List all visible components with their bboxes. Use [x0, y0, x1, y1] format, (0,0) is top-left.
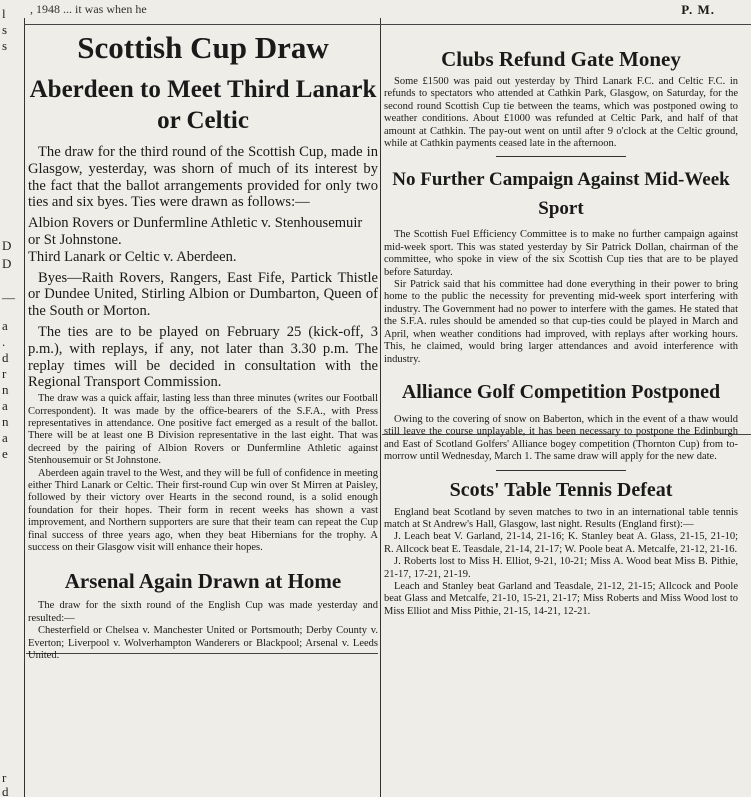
margin-fragment: — [2, 290, 15, 305]
table-tennis-body-4: Leach and Stanley beat Garland and Teasdale, 21-12, 21-15; Allcock and Poole beat Glass and Metcalfe, 21-10, 15-21, 21-17; Miss Roberts and Miss Wood lost to Miss Elliot and Miss Pithie, 21-15, 14-21, 12-21. [384, 580, 738, 617]
left-margin-fragments [0, 0, 24, 797]
schedule-paragraph: The ties are to be played on February 25 (kick-off, 3 p.m.), with replays, if any, not later than 3.30 p.m. The replay times will be decided in consultation with the Regional Transport Commission. [28, 323, 378, 391]
margin-fragment: r [2, 770, 7, 785]
article-intro: The draw for the third round of the Scottish Cup, made in Glasgow, yesterday, was shorn of much of its interest by the fact that the ballot arrangements provided for only two ties and six byes. Ties were drawn as follows:— [28, 144, 378, 211]
margin-fragment: . [2, 334, 6, 349]
headline-arsenal: Arsenal Again Drawn at Home [64, 569, 342, 594]
section-divider [496, 156, 626, 157]
margin-fragment: n [2, 414, 9, 429]
headline-golf: Alliance Golf Competition Postponed [401, 380, 721, 403]
headline-table-tennis: Scots' Table Tennis Defeat [449, 478, 673, 501]
tie-item: Albion Rovers or Dunfermline Athletic v. Stenhousemuir or St Johnstone. [28, 215, 363, 248]
midweek-body-1: The Scottish Fuel Efficiency Committee is to make no further campaign against mid-week sport. This was stated yesterday by Sir Patrick Dollan, chairman of the committee, who spoke in view of the six Scottish Cup ties that are to be played before Saturday. [384, 229, 738, 278]
margin-fragment: s [2, 22, 8, 37]
golf-body: Owing to the covering of snow on Baberton, which in the event of a thaw would still leave the course unplayable, it has been necessary to postpone the Edinburgh and East of Scotland Golfers' Alliance bogey competition (Thornton Cup) from to-morrow until Wednesday, March 1. The same draw will apply for the new date. [384, 413, 738, 463]
masthead-strip [0, 0, 751, 24]
table-tennis-body-1: England beat Scotland by seven matches to two in an international table tennis match at St Andrew's Hall, Glasgow, last night. Results (England first):— [384, 506, 738, 530]
margin-fragment: a [2, 430, 8, 445]
margin-fragment: d [2, 784, 9, 797]
margin-fragment: D [2, 238, 12, 253]
table-tennis-body-3: J. Roberts lost to Miss H. Elliot, 9-21, 10-21; Miss A. Wood beat Miss B. Pithie, 21-17, 17-21, 21-19. [384, 556, 738, 580]
left-column [28, 26, 378, 662]
section-divider [496, 470, 626, 471]
byes-paragraph: Byes—Raith Rovers, Rangers, East Fife, Partick Thistle or Dundee United, Stirling Albion or Dumbarton, Queen of the South or Morton. [28, 269, 378, 320]
table-tennis-body-2: J. Leach beat V. Garland, 21-14, 21-16; K. Stanley beat A. Glass, 21-15, 21-10; R. Allcock beat E. Teasdale, 21-14, 21-17; W. Poole beat A. Metcalfe, 21-12, 21-16. [384, 531, 738, 555]
margin-fragment: s [2, 38, 8, 53]
headline-midweek-sport: No Further Campaign Against Mid-Week Sport [392, 169, 730, 220]
headline-clubs-refund: Clubs Refund Gate Money [441, 47, 681, 71]
clubs-refund-body: Some £1500 was paid out yesterday by Third Lanark F.C. and Celtic F.C. in refunds to spectators who attended at Cathkin Park, Glasgow, on Saturday, for the second round Scottish Cup tie between the teams, which was postponed owing to weather conditions. About £1000 was refunded at Celtic Park, and half of that amount at Cathkin. The pay-out went on until after 9 o'clock at the Celtic ground, while at Cathkin payments ceased late in the afternoon. [384, 76, 738, 150]
margin-fragment: r [2, 366, 7, 381]
margin-fragment: n [2, 382, 9, 397]
masthead-time: P. M. [681, 2, 715, 17]
midweek-body-2: Sir Patrick said that his committee had done everything in their power to bring home to the public the necessity for preventing mid-week sport interfering with industry. The Government had no power to interfere with the games. He stated that the S.F.A. rules should be amended so that cup-ties could be played in March and April, when weather conditions had improved, with replays after working hours. This, he claimed, would bring larger attendances and avoid interference with industry. [384, 279, 738, 365]
margin-fragment: a [2, 318, 8, 333]
correspondent-report: The draw was a quick affair, lasting less than three minutes (writes our Football Correspondent). It was made by the office-bearers of the S.F.A., with Press representatives in attendance. One positive fact emerged as a result of the ballot. There will be at least one B Division representative in the last eight. That was decreed by the pairing of Albion Rovers or Dunfermline Athletic against Stenhousemuir or St Johnstone. [28, 393, 378, 467]
arsenal-intro: The draw for the sixth round of the English Cup was made yesterday and resulted:— [28, 600, 378, 624]
masthead-fragment: , 1948 ... it was when he [30, 2, 147, 16]
tie-item: Third Lanark or Celtic v. Aberdeen. [28, 248, 237, 265]
ties-list [28, 215, 378, 265]
margin-fragment: e [2, 446, 8, 461]
subhead-aberdeen: Aberdeen to Meet Third Lanark or Celtic [29, 76, 377, 134]
margin-fragment: a [2, 398, 8, 413]
column-rule-left [24, 18, 25, 797]
column-rule-middle [380, 18, 381, 797]
headline-scottish-cup: Scottish Cup Draw [77, 30, 329, 65]
right-column [384, 26, 738, 618]
top-rule [24, 24, 751, 25]
aberdeen-report: Aberdeen again travel to the West, and they will be full of confidence in meeting either Third Lanark or Celtic. Their first-round Cup win over St Mirren at Paisley, followed by their victory over Hearts in the second round, is a solid enough foundation for their hopes. Their form in recent weeks has shown a vast improvement, and Northern supporters are sure that their team can repeat the Cup final success of three years ago, when they beat Hibernians for the trophy. A success on their Glasgow visit will enhance their hopes. [28, 467, 378, 554]
margin-fragment: l [2, 6, 6, 21]
margin-fragment: d [2, 350, 9, 365]
arsenal-ties: Chesterfield or Chelsea v. Manchester United or Portsmouth; Derby County v. Everton; Liverpool v. Wolverhampton Wanderers or Blackpool; Arsenal v. Leeds United. [28, 625, 378, 662]
margin-fragment: D [2, 256, 12, 271]
